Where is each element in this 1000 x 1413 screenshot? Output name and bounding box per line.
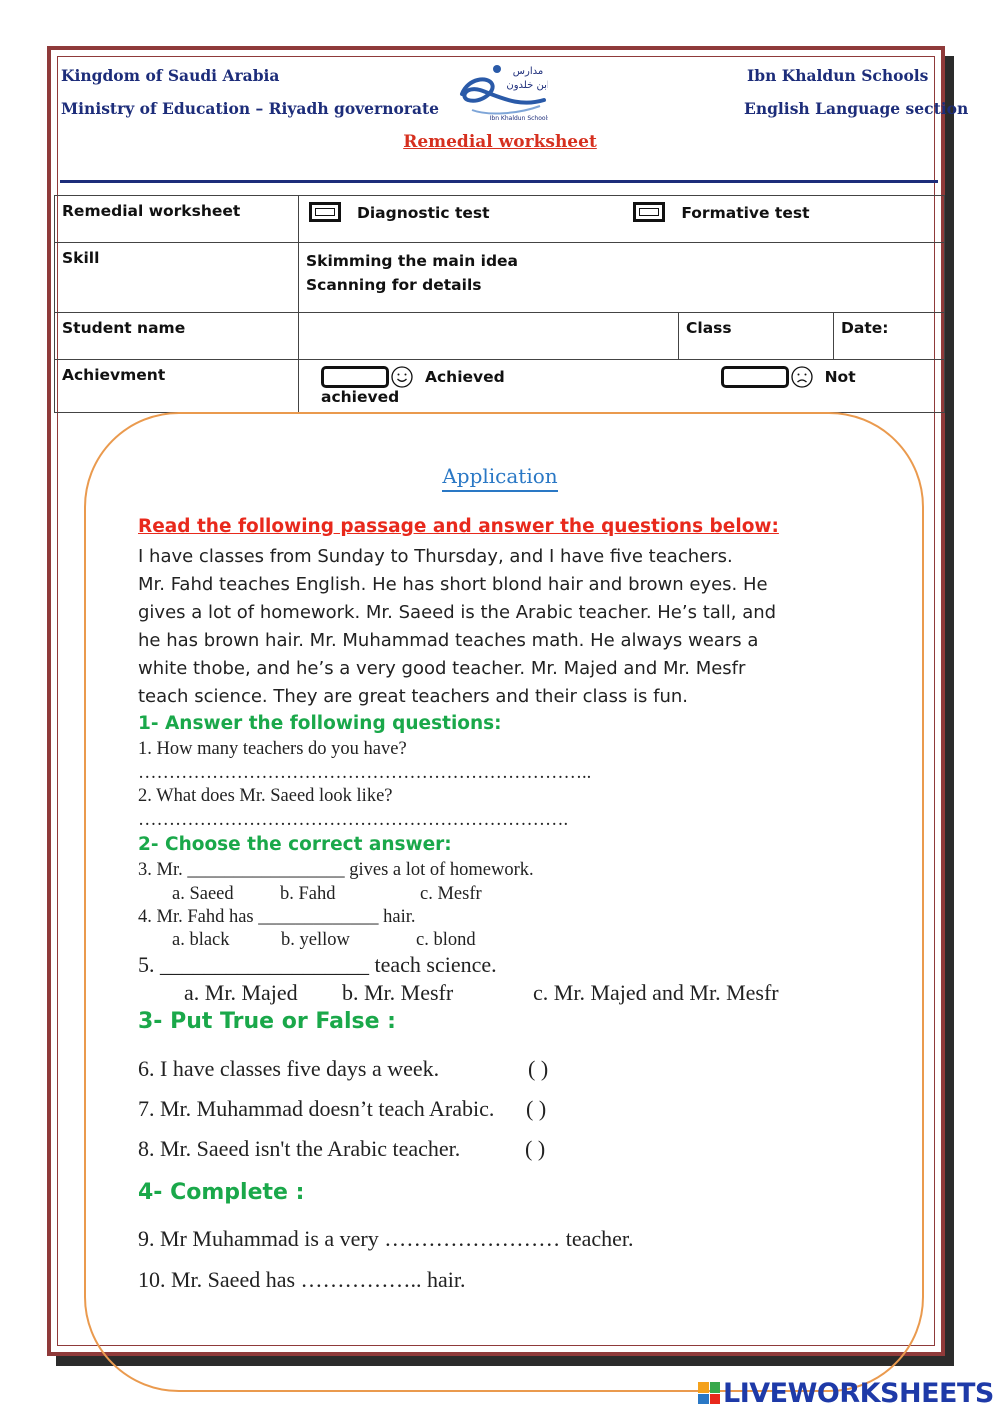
formative-checkbox[interactable] — [633, 202, 665, 222]
header-country: Kingdom of Saudi Arabia — [61, 66, 280, 85]
diagnostic-label: Diagnostic test — [357, 204, 490, 222]
achieved-label: Achieved — [425, 368, 505, 386]
diagnostic-checkbox[interactable] — [309, 202, 341, 222]
q7-answer-box[interactable]: ( ) — [526, 1096, 547, 1121]
page-title: Remedial worksheet — [403, 132, 597, 152]
logo-caption: Ibn Khaldun Schools — [489, 115, 548, 122]
passage-line: teach science. They are great teachers and their class is fun. — [138, 686, 689, 707]
q4-option-a[interactable]: a. black — [172, 930, 230, 950]
q3-option-a[interactable]: a. Saeed — [172, 884, 234, 904]
passage-line: he has brown hair. Mr. Muhammad teaches math. He always wears a — [138, 630, 759, 651]
section-1-title: 1- Answer the following questions: — [138, 713, 502, 734]
question-10: 10. Mr. Saeed has …………….. hair. — [138, 1267, 466, 1292]
question-6: 6. I have classes five days a week. — [138, 1056, 440, 1081]
passage-instruction: Read the following passage and answer the questions below: — [138, 516, 779, 537]
logo-arabic-1: مدارس — [512, 66, 544, 77]
info-table — [54, 195, 945, 413]
section-2-title: 2- Choose the correct answer: — [138, 834, 452, 855]
reading-passage — [138, 543, 838, 711]
question-3: 3. Mr. _________________ gives a lot of homework. — [138, 860, 534, 880]
question-2: 2. What does Mr. Saeed look like? — [138, 786, 393, 806]
question-1: 1. How many teachers do you have? — [138, 739, 407, 759]
achieved-box[interactable] — [321, 366, 389, 388]
skill-line-1: Skimming the main idea — [306, 252, 519, 270]
passage-line: I have classes from Sunday to Thursday, and I have five teachers. — [138, 546, 733, 567]
skill-line-2: Scanning for details — [306, 276, 482, 294]
q3-option-b[interactable]: b. Fahd — [280, 884, 336, 904]
date-label: Date: — [841, 319, 889, 337]
question-7: 7. Mr. Muhammad doesn’t teach Arabic. — [138, 1096, 495, 1121]
question-8: 8. Mr. Saeed isn't the Arabic teacher. — [138, 1136, 461, 1161]
section-4-title: 4- Complete : — [138, 1180, 305, 1205]
formative-label: Formative test — [681, 204, 810, 222]
header-divider — [60, 180, 938, 183]
passage-line: Mr. Fahd teaches English. He has short blond hair and brown eyes. He — [138, 574, 768, 595]
header-section: English Language section — [744, 99, 969, 118]
class-label: Class — [686, 319, 732, 337]
worksheet-type-cell — [55, 196, 299, 243]
student-name-label: Student name — [62, 319, 186, 337]
liveworksheets-logo — [698, 1378, 994, 1408]
skill-label: Skill — [62, 249, 100, 267]
liveworksheets-brand: LIVEWORKSHEETS — [723, 1377, 994, 1409]
q4-option-b[interactable]: b. yellow — [281, 930, 350, 950]
q5-option-c[interactable]: c. Mr. Majed and Mr. Mesfr — [533, 980, 779, 1005]
not-achieved-label: Not achieved — [321, 368, 856, 406]
question-9: 9. Mr Muhammad is a very …………………… teacher. — [138, 1226, 634, 1251]
sad-face-icon — [791, 366, 813, 388]
answer-line-2[interactable]: ……………………………………………………………. — [138, 810, 569, 830]
q3-option-c[interactable]: c. Mesfr — [420, 884, 482, 904]
worksheet-type-label: Remedial worksheet — [62, 202, 241, 220]
question-4: 4. Mr. Fahd has _____________ hair. — [138, 907, 416, 927]
passage-line: white thobe, and he’s a very good teacher. Mr. Majed and Mr. Mesfr — [138, 658, 746, 679]
achievement-label: Achievment — [62, 366, 166, 384]
smile-icon — [391, 366, 413, 388]
q6-answer-box[interactable]: ( ) — [528, 1056, 549, 1081]
liveworksheets-icon — [698, 1382, 720, 1404]
logo-arabic-2: ابن خلدون — [506, 80, 548, 91]
q5-option-a[interactable]: a. Mr. Majed — [184, 980, 298, 1005]
section-3-title: 3- Put True or False : — [138, 1009, 396, 1034]
question-5: 5. ___________________ teach science. — [138, 952, 497, 977]
q5-option-b[interactable]: b. Mr. Mesfr — [342, 980, 454, 1005]
header-school: Ibn Khaldun Schools — [747, 66, 929, 85]
not-achieved-box[interactable] — [721, 366, 789, 388]
application-title: Application — [442, 464, 557, 492]
passage-line: gives a lot of homework. Mr. Saeed is the Arabic teacher. He’s tall, and — [138, 602, 777, 623]
header-ministry: Ministry of Education – Riyadh governorate — [61, 99, 440, 118]
answer-line-1[interactable]: ……………………………………………………………….. — [138, 763, 592, 783]
school-logo — [458, 60, 548, 122]
student-name-field[interactable] — [299, 313, 679, 360]
q8-answer-box[interactable]: ( ) — [525, 1136, 546, 1161]
q4-option-c[interactable]: c. blond — [416, 930, 476, 950]
